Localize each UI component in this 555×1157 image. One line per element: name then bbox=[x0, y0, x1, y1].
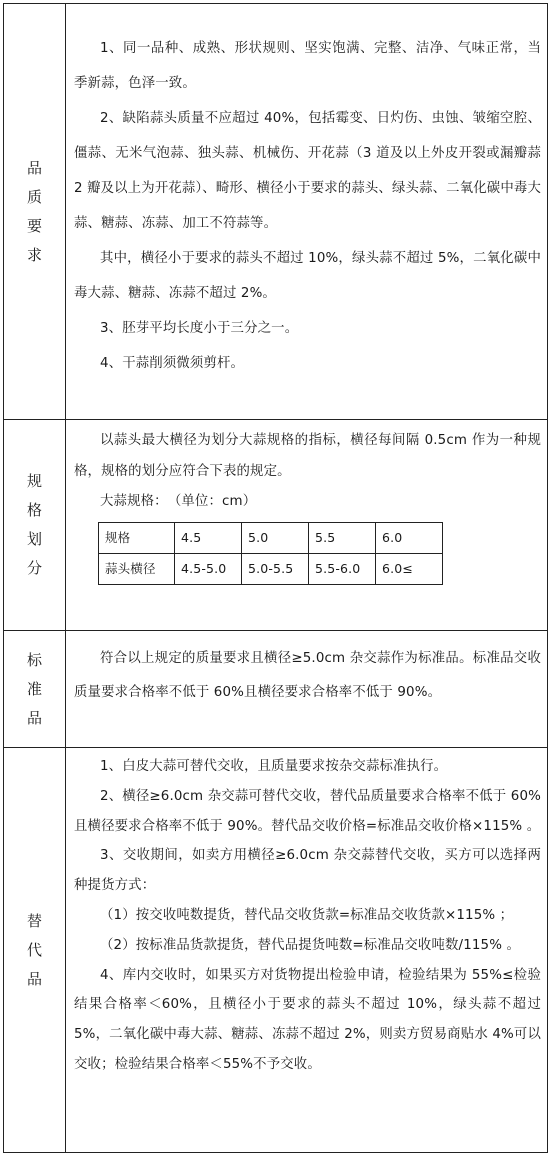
section-substitute-product bbox=[4, 748, 547, 1152]
grade-description: 以蒜头最大横径为划分大蒜规格的指标，横径每间隔 0.5cm 作为一种规格，规格的划分应符合下表的规定。 bbox=[74, 433, 541, 479]
substitute-option-1: （1）按交收吨数提货，替代品交收货款=标准品交收货款×115% ； bbox=[100, 907, 514, 923]
quality-item-2: 2、缺陷蒜头质量不应超过 40%，包括霉变、日灼伤、虫蚀、皱缩空腔、僵蒜、无米气泡蒜、独头蒜、机械伤、开花蒜（3 道及以上外皮开裂或漏瓣蒜 2 瓣及以上为开花蒜）、畸形、横径小于要求的蒜头、绿头蒜、二氧化碳中毒大蒜、糖蒜、冻蒜、加工不符蒜等。 bbox=[74, 111, 541, 231]
label-char: 代 bbox=[26, 940, 42, 959]
label-char: 替 bbox=[26, 911, 42, 930]
section-content-substitute bbox=[66, 748, 547, 1152]
label-char: 要 bbox=[26, 216, 42, 235]
label-char: 质 bbox=[26, 187, 42, 206]
table-row bbox=[99, 553, 443, 584]
table-cell: 6.0≤ bbox=[376, 553, 443, 584]
table-row bbox=[99, 522, 443, 553]
label-char: 格 bbox=[26, 501, 42, 519]
table-cell: 蒜头横径 bbox=[99, 553, 175, 584]
section-label-standard bbox=[4, 631, 66, 747]
section-content-grade bbox=[66, 420, 547, 630]
section-content-quality bbox=[66, 4, 547, 419]
standard-description: 符合以上规定的质量要求且横径≥5.0cm 杂交蒜作为标准品。标准品交收质量要求合格率不低于 60%且横径要求合格率不低于 90%。 bbox=[74, 651, 541, 700]
label-char: 标 bbox=[26, 650, 42, 669]
table-cell: 5.5-6.0 bbox=[309, 553, 376, 584]
quality-item-3: 3、胚芽平均长度小于三分之一。 bbox=[100, 321, 299, 336]
table-cell: 规格 bbox=[99, 522, 175, 553]
label-char: 品 bbox=[26, 708, 42, 727]
section-content-standard bbox=[66, 631, 547, 747]
label-char: 准 bbox=[26, 679, 42, 698]
section-standard-product bbox=[4, 631, 547, 748]
substitute-item-2: 2、横径≥6.0cm 杂交蒜可替代交收，替代品质量要求合格率不低于 60%且横径要求合格率不低于 90%。替代品交收价格=标准品交收价格×115% 。 bbox=[74, 788, 541, 834]
section-quality-requirements bbox=[4, 4, 547, 420]
substitute-option-2: （2）按标准品货款提货，替代品提货吨数=标准品交收吨数/115% 。 bbox=[100, 937, 521, 953]
label-char: 划 bbox=[26, 530, 42, 548]
section-label-quality bbox=[4, 4, 66, 419]
table-cell: 4.5 bbox=[175, 522, 242, 553]
specification-table bbox=[3, 3, 548, 1153]
table-cell: 5.0 bbox=[242, 522, 309, 553]
grade-spec-table bbox=[98, 522, 443, 585]
substitute-item-1: 1、白皮大蒜可替代交收，且质量要求按杂交蒜标准执行。 bbox=[100, 759, 448, 774]
section-label-substitute bbox=[4, 748, 66, 1152]
table-cell: 6.0 bbox=[376, 522, 443, 553]
table-cell: 4.5-5.0 bbox=[175, 553, 242, 584]
quality-item-1: 1、同一品种、成熟、形状规则、坚实饱满、完整、洁净、气味正常，当季新蒜，色泽一致。 bbox=[74, 41, 541, 91]
label-char: 品 bbox=[26, 158, 42, 177]
grade-table-caption: 大蒜规格： （单位：cm） bbox=[100, 494, 257, 509]
section-label-grade bbox=[4, 420, 66, 630]
quality-item-note: 其中，横径小于要求的蒜头不超过 10%，绿头蒜不超过 5%，二氧化碳中毒大蒜、糖蒜、冻蒜不超过 2%。 bbox=[74, 251, 541, 301]
table-cell: 5.0-5.5 bbox=[242, 553, 309, 584]
label-char: 规 bbox=[26, 472, 42, 490]
substitute-item-4: 4、库内交收时，如果买方对货物提出检验申请，检验结果为 55%≤检验结果合格率＜60%，且横径小于要求的蒜头不超过 10%，绿头蒜不超过 5%，二氧化碳中毒大蒜、糖蒜、冻蒜不超过 2%，则卖方贸易商贴水 4%可以交收；检验结果合格率＜55%不予交收。 bbox=[74, 967, 541, 1072]
label-char: 求 bbox=[26, 245, 42, 264]
label-char: 分 bbox=[26, 559, 42, 577]
label-char: 品 bbox=[26, 969, 42, 988]
table-cell: 5.5 bbox=[309, 522, 376, 553]
section-grade-division bbox=[4, 420, 547, 631]
substitute-item-3: 3、交收期间，如卖方用横径≥6.0cm 杂交蒜替代交收，买方可以选择两种提货方式： bbox=[74, 848, 541, 894]
quality-item-4: 4、干蒜削须微须剪杆。 bbox=[100, 356, 245, 371]
